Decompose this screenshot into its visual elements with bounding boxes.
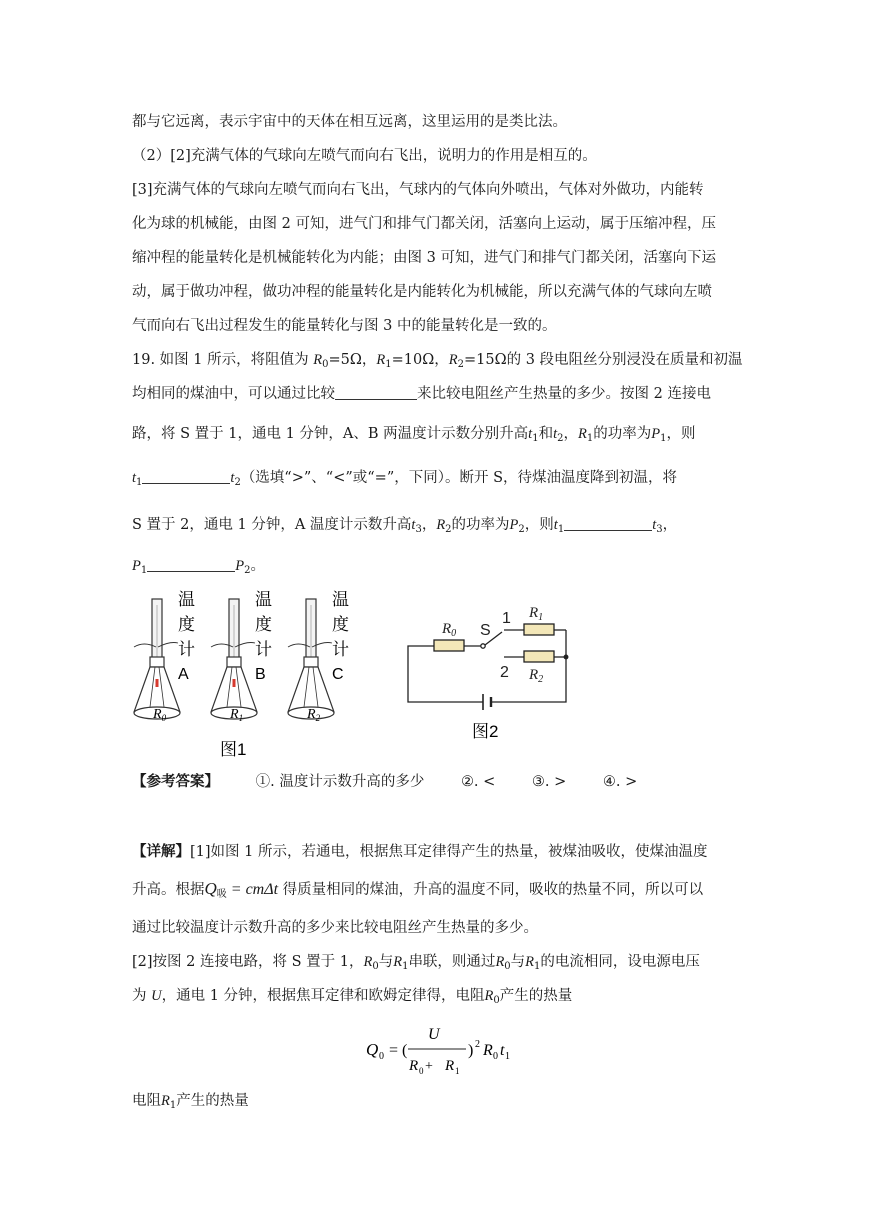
switch-pivot xyxy=(481,644,485,648)
flask-b xyxy=(211,590,272,723)
detail-line: 通过比较温度计示数升高的多少来比较电阻丝产生热量的多少。 xyxy=(132,920,538,936)
answer-blank-3[interactable] xyxy=(564,516,652,531)
thermo-label: 温 xyxy=(178,590,195,609)
svg-text:t: t xyxy=(500,1042,505,1059)
resistor-r2 xyxy=(524,651,554,662)
question-line: S 置于 2，通电 1 分钟，A 温度计示数升高$t_3$，$R_2$的功率为$P_2$，则$t_1$ $t_3$， xyxy=(132,517,678,535)
answer-item: ②. < xyxy=(460,774,496,790)
fig1-caption: 图1 xyxy=(220,740,247,759)
thermo-label: 计 xyxy=(255,640,272,659)
question-line: $P_1$ $P_2$。 xyxy=(132,558,265,576)
svg-text:U: U xyxy=(428,1026,440,1043)
r1-label: $R_1$ xyxy=(230,707,244,723)
detail-line: 为 U，通电 1 分钟，根据焦耳定律和欧姆定律得，电阻$R_0$产生的热量 xyxy=(132,988,573,1006)
answer-blank-2[interactable] xyxy=(142,469,230,484)
r2-label: $R_2$ xyxy=(529,667,544,685)
svg-text:R: R xyxy=(445,1058,455,1074)
thermo-label: 计 xyxy=(178,640,195,659)
reference-answer xyxy=(132,772,637,792)
svg-text:1: 1 xyxy=(455,1066,460,1076)
text-line: [3]充满气体的气球向左喷气而向右飞出，气球内的气体向外喷出，气体对外做功，内能转 xyxy=(132,182,704,198)
question-line: $t_1$ $t_2$（选填“>”、“<”或“=”，下同）。断开 S，待煤油温度降到初温，将 xyxy=(132,470,678,488)
thermo-label: 度 xyxy=(332,615,349,634)
svg-text:= (: = ( xyxy=(389,1042,408,1059)
svg-text:+: + xyxy=(425,1059,433,1074)
flask-c xyxy=(288,590,349,723)
flask-label: C xyxy=(332,666,344,683)
switch-label: S xyxy=(480,622,491,639)
flask-a xyxy=(134,590,195,723)
svg-text:1: 1 xyxy=(505,1051,510,1062)
detail-line: [2]按图 2 连接电路，将 S 置于 1，$R_0$与$R_1$串联，则通过$R_0$与$R_1$的电流相同，设电源电压 xyxy=(132,954,700,972)
answer-item: ③. > xyxy=(531,774,567,790)
answer-blank-1[interactable] xyxy=(335,385,417,400)
detail-label: 【详解】 xyxy=(132,843,190,860)
thermo-label: 温 xyxy=(255,590,272,609)
thermo-label: 度 xyxy=(255,615,272,634)
question-line: 均相同的煤油中，可以通过比较 来比较电阻丝产生热量的多少。按图 2 连接电 xyxy=(132,386,711,402)
svg-text:): ) xyxy=(468,1042,474,1059)
text-line: 动，属于做功冲程，做功冲程的能量转化是内能转化为机械能，所以充满气体的气球向左喷 xyxy=(132,284,712,300)
answer-item: ④. > xyxy=(602,774,638,790)
svg-text:Q: Q xyxy=(366,1040,379,1059)
text-line: （2）[2]充满气体的气球向左喷气而向右飞出，说明力的作用是相互的。 xyxy=(132,148,597,164)
svg-text:2: 2 xyxy=(475,1039,480,1050)
fig2-caption: 图2 xyxy=(472,722,499,741)
svg-text:0: 0 xyxy=(493,1051,498,1062)
figure xyxy=(128,585,588,765)
detail-line: 电阻$R_1$产生的热量 xyxy=(132,1093,249,1111)
detail-line: 升高。根据$Q_吸 = cm\Delta t$ 得质量相同的煤油，升高的温度不同，吸收的热量不同，所以可以 xyxy=(132,879,704,900)
flask-label: A xyxy=(178,666,189,683)
text-line: 气而向右飞出过程发生的能量转化与图 3 中的能量转化是一致的。 xyxy=(132,318,557,334)
thermo-label: 度 xyxy=(178,615,195,634)
svg-text:R: R xyxy=(409,1058,419,1074)
detail-line: 【详解】[1]如图 1 所示，若通电，根据焦耳定律得产生的热量，被煤油吸收，使煤油温度 xyxy=(132,843,708,860)
answer-blank-4[interactable] xyxy=(147,557,235,572)
resistor-r1 xyxy=(524,624,554,635)
stopper xyxy=(150,657,164,667)
svg-text:0: 0 xyxy=(419,1066,424,1076)
thermo-label: 温 xyxy=(332,590,349,609)
svg-text:0: 0 xyxy=(379,1051,384,1062)
question-line: 路，将 S 置于 1，通电 1 分钟，A、B 两温度计示数分别升高$t_1$和$t_2$，$R_1$的功率为$P_1$，则 xyxy=(132,426,696,444)
formula-q0 xyxy=(362,1022,542,1078)
text-line: 缩冲程的能量转化是机械能转化为内能；由图 3 可知，进气门和排气门都关闭，活塞向下运 xyxy=(132,250,716,266)
r0-label: $R_0$ xyxy=(442,621,457,639)
answer-item: ①. 温度计示数升高的多少 xyxy=(255,774,425,790)
question-line: 19. 如图 1 所示，将阻值为 $R_0=5\Omega$，$R_1=10\Omega$，$R_2=15\Omega$的 3 段电阻丝分别浸没在质量和初温 xyxy=(132,352,743,370)
svg-text:R: R xyxy=(483,1042,493,1059)
resistor-r0 xyxy=(434,640,464,651)
r2-label: $R_2$ xyxy=(307,707,321,723)
position-1-label: 1 xyxy=(502,610,511,627)
thermo-label: 计 xyxy=(332,640,349,659)
position-2-label: 2 xyxy=(500,664,509,681)
text-line: 都与它远离，表示宇宙中的天体在相互远离，这里运用的是类比法。 xyxy=(132,114,567,130)
r0-label: $R_0$ xyxy=(153,707,167,723)
text-line: 化为球的机械能，由图 2 可知，进气门和排气门都关闭，活塞向上运动，属于压缩冲程，压 xyxy=(132,216,716,232)
r1-label: $R_1$ xyxy=(529,605,544,623)
flask-label: B xyxy=(255,666,266,683)
answer-label: 【参考答案】 xyxy=(132,773,219,790)
